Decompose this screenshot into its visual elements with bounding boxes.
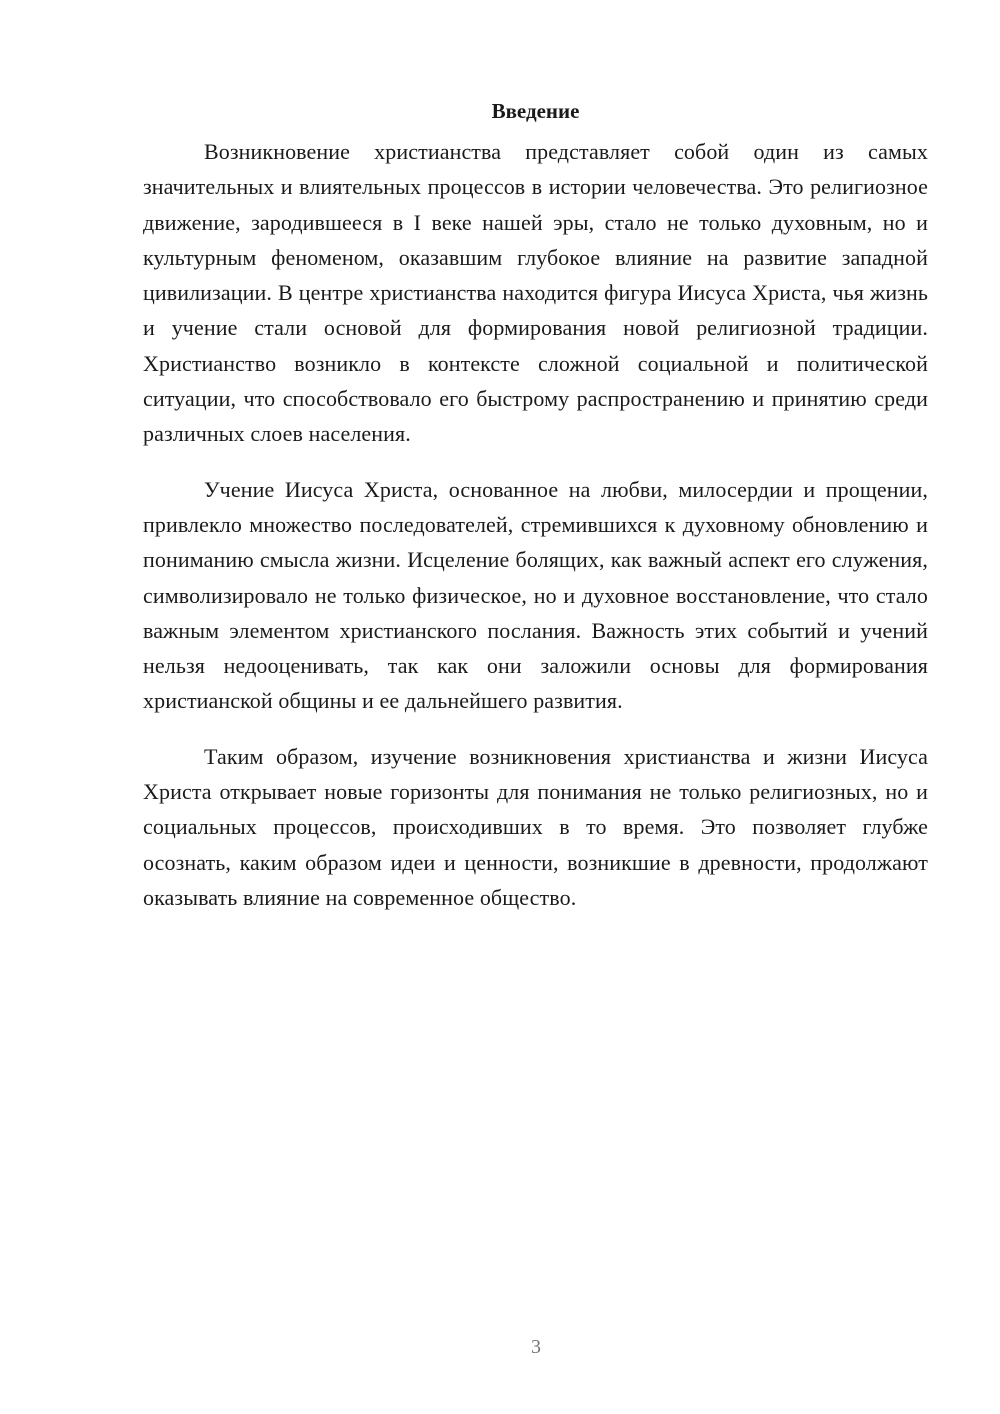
paragraph-2: Учение Иисуса Христа, основанное на любви, милосердии и прощении, привлекло множество последователей, стремившихся к духовному обновлению и пониманию смысла жизни. Исцеление болящих, как важный аспект его служения, символизировало не только физическое, но и духовное восстановление, что стало важным элементом христианского послания. Важность этих событий и учений нельзя недооценивать, так как они заложили основы для формирования христианской общины и ее дальнейшего развития. (143, 476, 928, 714)
paragraph-1: Возникновение христианства представляет собой один из самых значительных и влиятельных процессов в истории человечества. Это религиозное движение, зародившееся в I веке нашей эры, стало не только духовным, но и культурным феноменом, оказавшим глубокое влияние на развитие западной цивилизации. В центре христианства находится фигура Иисуса Христа, чья жизнь и учение стали основой для формирования новой религиозной традиции. Христианство возникло в контексте сложной социальной и политической ситуации, что способствовало его быстрому распространению и принятию среди различных слоев населения. (143, 139, 928, 447)
page-number: 3 (531, 1336, 541, 1358)
paragraph-3: Таким образом, изучение возникновения христианства и жизни Иисуса Христа открывает новые горизонты для понимания не только религиозных, но и социальных процессов, происходивших в то время. Это позволяет глубже осознать, каким образом идеи и ценности, возникшие в древности, продолжают оказывать влияние на современное общество. (143, 743, 928, 910)
document-body (143, 96, 928, 935)
section-heading: Введение (491, 99, 580, 123)
